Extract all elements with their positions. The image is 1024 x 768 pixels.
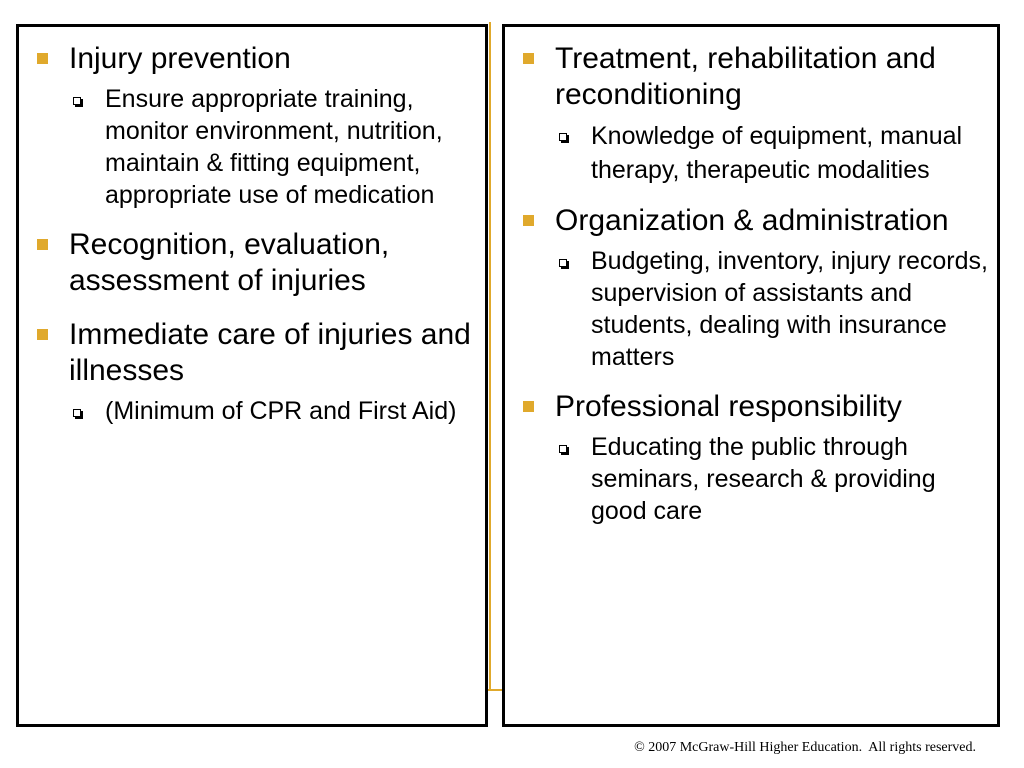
sub-bullet-text: (Minimum of CPR and First Aid)	[105, 397, 457, 425]
bullet-heading: Immediate care of injuries and illnesses	[69, 318, 471, 387]
right-subitem-professional-details	[555, 431, 993, 527]
square-bullet-icon	[523, 53, 534, 64]
bullet-heading: Injury prevention	[69, 42, 291, 75]
left-subitem-cpr	[69, 395, 481, 427]
sub-bullet-list	[555, 431, 993, 527]
left-item-recognition	[31, 227, 481, 299]
bullet-heading: Professional responsibility	[555, 390, 902, 423]
left-item-immediate-care	[31, 317, 481, 427]
left-subitem-prevention-details	[69, 83, 481, 211]
copyright-footer: © 2007 McGraw-Hill Higher Education. All rights reserved.	[634, 740, 976, 755]
right-bullet-list	[517, 41, 993, 527]
right-item-treatment	[517, 41, 993, 187]
right-panel	[502, 24, 1000, 727]
left-bullet-list	[31, 41, 481, 427]
sub-bullet-text: Educating the public through seminars, research & providing good care	[591, 433, 936, 525]
square-bullet-icon	[523, 215, 534, 226]
left-panel	[16, 24, 488, 727]
bullet-heading: Recognition, evaluation, assessment of injuries	[69, 228, 390, 297]
square-bullet-icon	[37, 53, 48, 64]
sub-bullet-text: Budgeting, inventory, injury records, supervision of assistants and students, dealing with insurance matters	[591, 247, 988, 371]
sub-bullet-list	[555, 245, 993, 373]
sub-bullet-list	[69, 83, 481, 211]
sub-bullet-list	[555, 119, 993, 187]
hollow-square-bullet-icon	[73, 97, 81, 105]
square-bullet-icon	[37, 329, 48, 340]
bullet-heading: Treatment, rehabilitation and reconditioning	[555, 42, 936, 111]
square-bullet-icon	[37, 239, 48, 250]
sub-bullet-text: Knowledge of equipment, manual therapy, therapeutic modalities	[591, 122, 963, 184]
sub-bullet-list	[69, 395, 481, 427]
hollow-square-bullet-icon	[559, 259, 567, 267]
hollow-square-bullet-icon	[73, 409, 81, 417]
right-subitem-treatment-details	[555, 119, 993, 187]
bullet-heading: Organization & administration	[555, 204, 949, 237]
sub-bullet-text: Ensure appropriate training, monitor environment, nutrition, maintain & fitting equipment, appropriate use of medication	[105, 85, 443, 209]
left-item-injury-prevention	[31, 41, 481, 211]
right-item-organization	[517, 203, 993, 373]
hollow-square-bullet-icon	[559, 133, 567, 141]
hollow-square-bullet-icon	[559, 445, 567, 453]
square-bullet-icon	[523, 401, 534, 412]
accent-vertical-line	[489, 22, 491, 690]
right-subitem-organization-details	[555, 245, 993, 373]
right-item-professional	[517, 389, 993, 527]
